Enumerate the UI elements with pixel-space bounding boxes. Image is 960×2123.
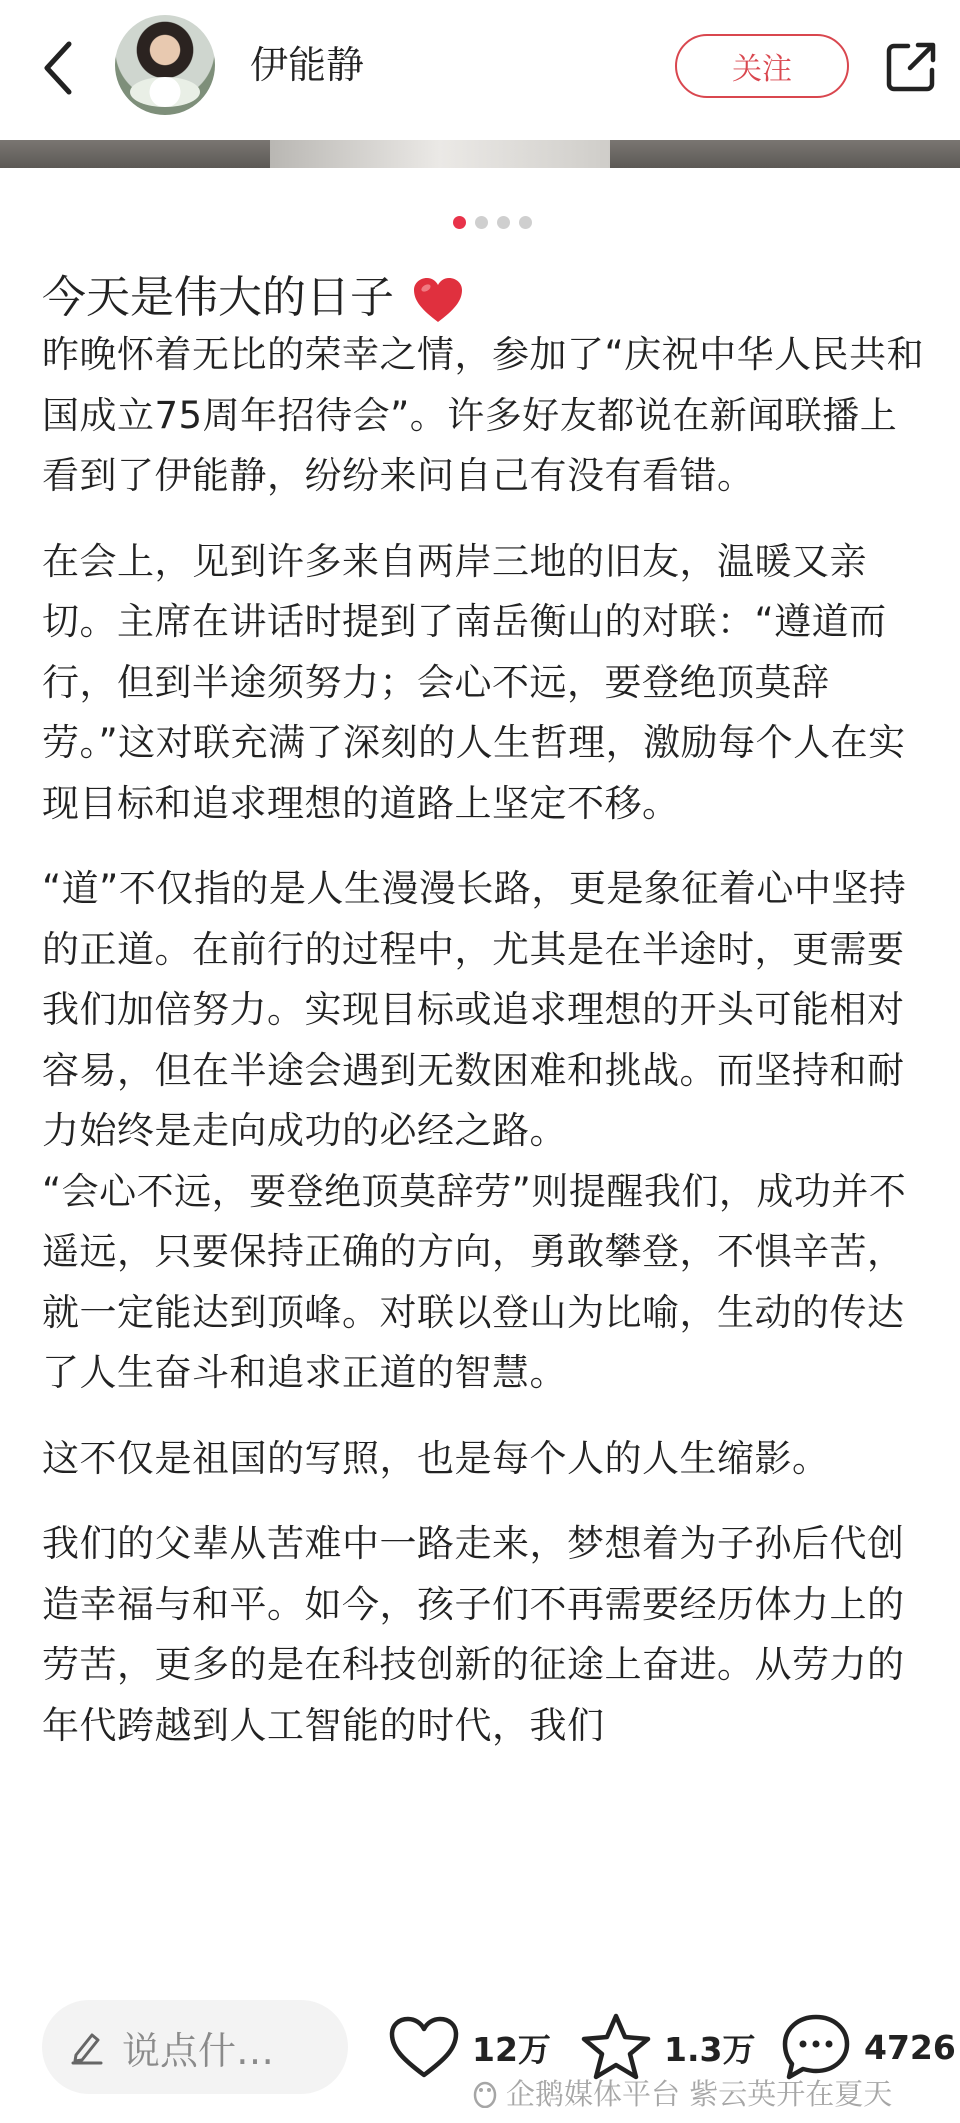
carousel-indicator (453, 216, 532, 229)
avatar-bouquet (130, 77, 200, 107)
pen-icon (70, 2029, 104, 2065)
carousel-dot-4 (519, 216, 532, 229)
avatar[interactable] (115, 15, 215, 115)
follow-button[interactable]: 关注 (675, 34, 849, 98)
paragraph-4: “会心不远，要登绝顶莫辞劳”则提醒我们，成功并不遥远，只要保持正确的方向，勇敢攀登，不惧辛苦，就一定能达到顶峰。对联以登山为比喻，生动的传达了人生奋斗和追求正道的智慧。 (42, 1169, 907, 1394)
paragraph-6: 我们的父辈从苦难中一路走来，梦想着为子孙后代创造幸福与和平。如今，孩子们不再需要经历体力上的劳苦，更多的是在科技创新的征途上奋进。从劳力的年代跨越到人工智能的时代，我们 (42, 1522, 905, 1747)
post-body (42, 325, 932, 1781)
username[interactable]: 伊能静 (250, 43, 365, 87)
like-count: 12万 (472, 2029, 551, 2069)
post-image-figure (270, 140, 610, 168)
comment-count: 4726 (864, 2027, 956, 2067)
watermark (470, 2072, 892, 2113)
comment-input[interactable] (42, 2000, 348, 2094)
heart-outline-icon (388, 2015, 460, 2079)
share-icon (884, 40, 938, 94)
paragraph-3: “道”不仅指的是人生漫漫长路，更是象征着心中坚持的正道。在前行的过程中，尤其是在半途时，更需要我们加倍努力。实现目标或追求理想的开头可能相对容易，但在半途会遇到无数困难和挑战。而坚持和耐力始终是走向成功的必经之路。 (42, 867, 907, 1152)
favorite-count: 1.3万 (664, 2029, 756, 2069)
carousel-dot-3 (497, 216, 510, 229)
heart-emoji-icon (412, 276, 464, 324)
paragraph-5: 这不仅是祖国的写照，也是每个人的人生缩影。 (42, 1436, 830, 1480)
share-button[interactable] (884, 40, 938, 94)
comment-placeholder: 说点什… (122, 2028, 275, 2073)
post-image-edge[interactable] (0, 140, 960, 168)
top-bar (0, 0, 960, 140)
carousel-dot-1 (453, 216, 466, 229)
chevron-left-icon (41, 40, 75, 96)
paragraph-1: 昨晚怀着无比的荣幸之情，参加了“庆祝中华人民共和国成立75周年招待会”。许多好友都说在新闻联播上看到了伊能静，纷纷来问自己有没有看错。 (42, 333, 925, 497)
post-title (42, 268, 464, 328)
carousel-dot-2 (475, 216, 488, 229)
post-title-text: 今天是伟大的日子 (42, 272, 394, 323)
penguin-logo-icon (470, 2078, 500, 2108)
watermark-text: 企鹅媒体平台 紫云英开在夏天 (506, 2077, 893, 2111)
back-button[interactable] (38, 38, 78, 98)
paragraph-2: 在会上，见到许多来自两岸三地的旧友，温暖又亲切。主席在讲话时提到了南岳衡山的对联：“遵道而行，但到半途须努力；会心不远，要登绝顶莫辞劳。”这对联充满了深刻的人生哲理，激励每个人在实现目标和追求理想的道路上坚定不移。 (42, 539, 906, 825)
